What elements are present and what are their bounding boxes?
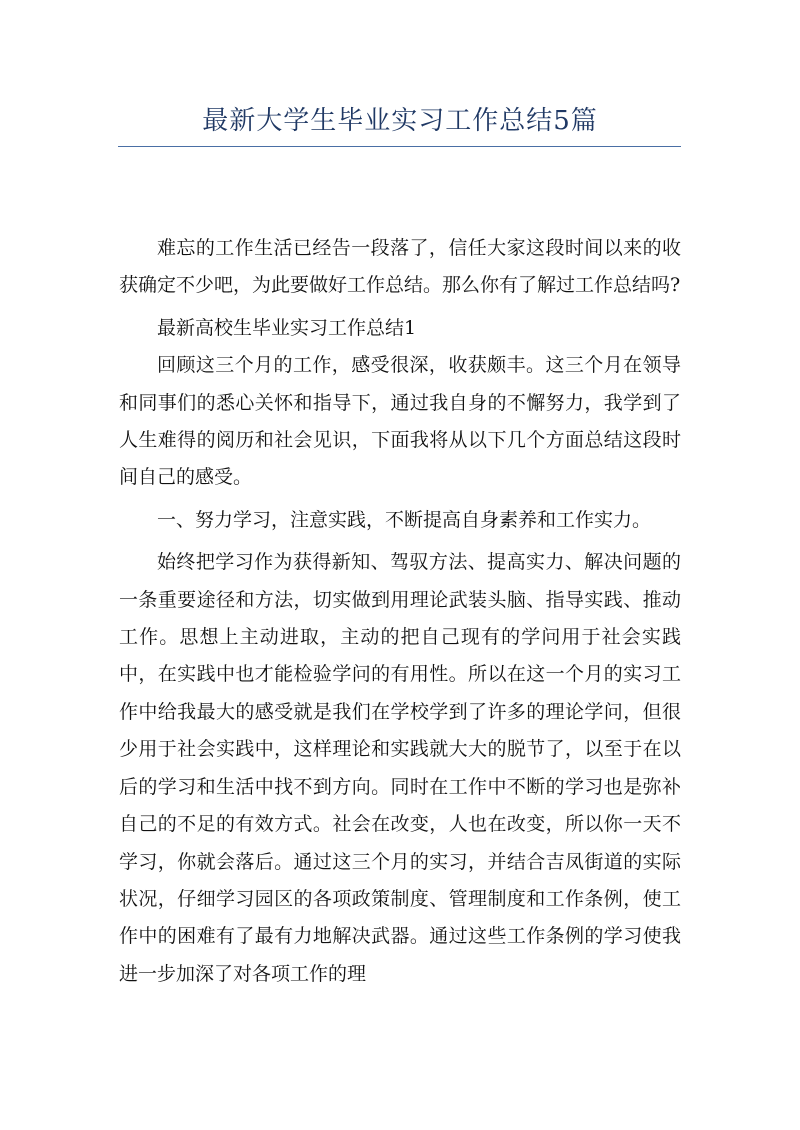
intro-paragraph: 难忘的工作生活已经告一段落了，信任大家这段时间以来的收获确定不少吧，为此要做好工作总结。那么你有了解过工作总结吗? (119, 237, 681, 297)
document-title: 最新大学生毕业实习工作总结5篇 (202, 106, 598, 136)
body-paragraph: 回顾这三个月的工作，感受很深，收获颇丰。这三个月在领导和同事们的悉心关怀和指导下，通过我自身的不懈努力，我学到了人生难得的阅历和社会见识，下面我将从以下几个方面总结这段时间自己的感受。 (119, 354, 681, 489)
subsection-heading: 一、努力学习，注意实践，不断提高自身素养和工作实力。 (157, 508, 652, 531)
title-divider (118, 146, 681, 147)
section-heading: 最新高校生毕业实习工作总结1 (157, 316, 417, 339)
document-body (119, 230, 681, 993)
body-paragraph: 始终把学习作为获得新知、驾驭方法、提高实力、解决问题的一条重要途径和方法，切实做到用理论武装头脑、指导实践、推动工作。思想上主动进取，主动的把自己现有的学问用于社会实践中，在实践中也才能检验学问的有用性。所以在这一个月的实习工作中给我最大的感受就是我们在学校学到了许多的理论学问，但很少用于社会实践中，这样理论和实践就大大的脱节了，以至于在以后的学习和生活中找不到方向。同时在工作中不断的学习也是弥补自己的不足的有效方式。社会在改变，人也在改变，所以你一天不学习，你就会落后。通过这三个月的实习，并结合吉凤街道的实际状况，仔细学习园区的各项政策制度、管理制度和工作条例，使工作中的困难有了最有力地解决武器。通过这些工作条例的学习使我进一步加深了对各项工作的理 (119, 551, 681, 985)
